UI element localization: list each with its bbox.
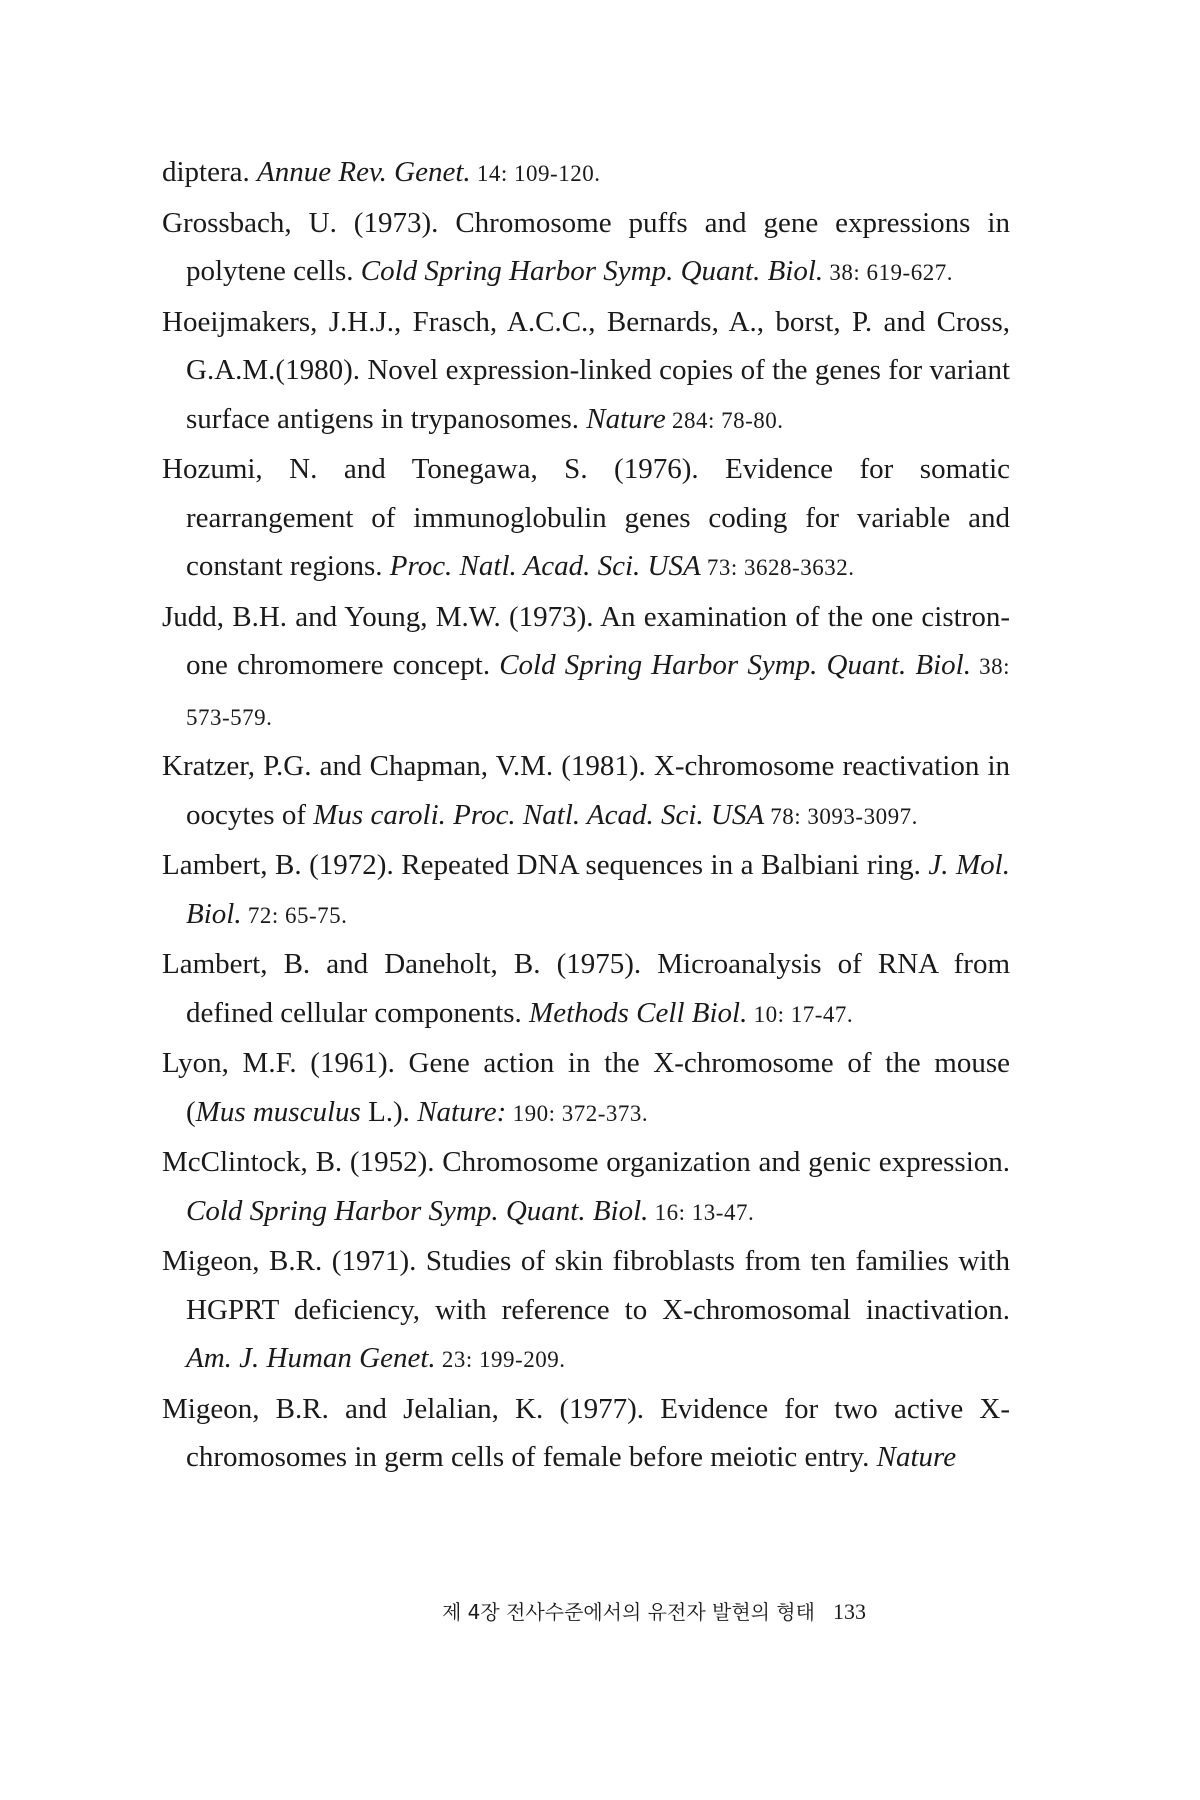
reference-entry: Migeon, B.R. and Jelalian, K. (1977). Evidence for two active X-chromosomes in germ cells of female before meiotic entry. Nature xyxy=(162,1392,1010,1473)
species-name: Mus musculus xyxy=(195,1095,361,1128)
journal-name: Proc. Natl. Acad. Sci. USA xyxy=(453,798,765,831)
reference-entry: Lyon, M.F. (1961). Gene action in the X-chromosome of the mouse (Mus musculus L.). Nature: 190: 372-373. xyxy=(162,1047,1010,1128)
journal-name: Cold Spring Harbor Symp. Quant. Biol. xyxy=(360,255,824,287)
journal-name: Nature xyxy=(586,402,666,435)
reference-entry: Lambert, B. and Daneholt, B. (1975). Microanalysis of RNA from defined cellular components. Methods Cell Biol. 10: 17-47. xyxy=(162,948,1010,1029)
journal-name: Nature: xyxy=(417,1095,507,1128)
page-number: 133 xyxy=(832,1599,866,1624)
reference-entry: Grossbach, U. (1973). Chromosome puffs and gene expressions in polytene cells. Cold Spring Harbor Symp. Quant. Biol. 38: 619-627. xyxy=(162,206,1010,287)
species-name: Mus caroli. xyxy=(313,798,446,831)
reference-entry: Lambert, B. (1972). Repeated DNA sequences in a Balbiani ring. J. Mol. Biol. 72: 65-75. xyxy=(162,849,1010,930)
chapter-title: 제 4장 전사수준에서의 유전자 발현의 형태 xyxy=(442,1600,815,1624)
journal-name: Cold Spring Harbor Symp. Quant. Biol. xyxy=(499,649,971,681)
journal-name: Annue Rev. Genet. xyxy=(257,156,471,188)
journal-name: Nature xyxy=(876,1441,957,1473)
page-footer xyxy=(442,1596,866,1625)
journal-name: J. Mol. Biol. xyxy=(186,849,1010,930)
journal-name: Cold Spring Harbor Symp. Quant. Biol. xyxy=(186,1194,649,1227)
reference-entry: Migeon, B.R. (1971). Studies of skin fibroblasts from ten families with HGPRT deficiency, with reference to X-chromosomal inactivation. Am. J. Human Genet. 23: 199-209. xyxy=(162,1245,1010,1374)
journal-name: Methods Cell Biol. xyxy=(529,996,748,1029)
reference-entry: Kratzer, P.G. and Chapman, V.M. (1981). X-chromosome reactivation in oocytes of Mus caroli. Proc. Natl. Acad. Sci. USA 78: 3093-3097. xyxy=(162,750,1010,831)
reference-entry: diptera. Annue Rev. Genet. 14: 109-120. xyxy=(162,156,601,188)
journal-name: Am. J. Human Genet. xyxy=(186,1342,436,1374)
reference-entry: Judd, B.H. and Young, M.W. (1973). An examination of the one cistron-one chromomere concept. Cold Spring Harbor Symp. Quant. Biol. 38: 573-579. xyxy=(162,600,1011,730)
reference-list xyxy=(162,148,1010,1484)
reference-entry: McClintock, B. (1952). Chromosome organization and genic expression. Cold Spring Harbor Symp. Quant. Biol. 16: 13-47. xyxy=(162,1146,1010,1227)
reference-entry: Hozumi, N. and Tonegawa, S. (1976). Evidence for somatic rearrangement of immunoglobulin genes coding for variable and constant regions. Proc. Natl. Acad. Sci. USA 73: 3628-3632. xyxy=(162,453,1010,582)
journal-name: Proc. Natl. Acad. Sci. USA xyxy=(389,550,701,582)
reference-entry: Hoeijmakers, J.H.J., Frasch, A.C.C., Bernards, A., borst, P. and Cross, G.A.M.(1980). Novel expression-linked copies of the genes for variant surface antigens in trypanosomes. Nature 284: 78-80. xyxy=(162,305,1010,435)
